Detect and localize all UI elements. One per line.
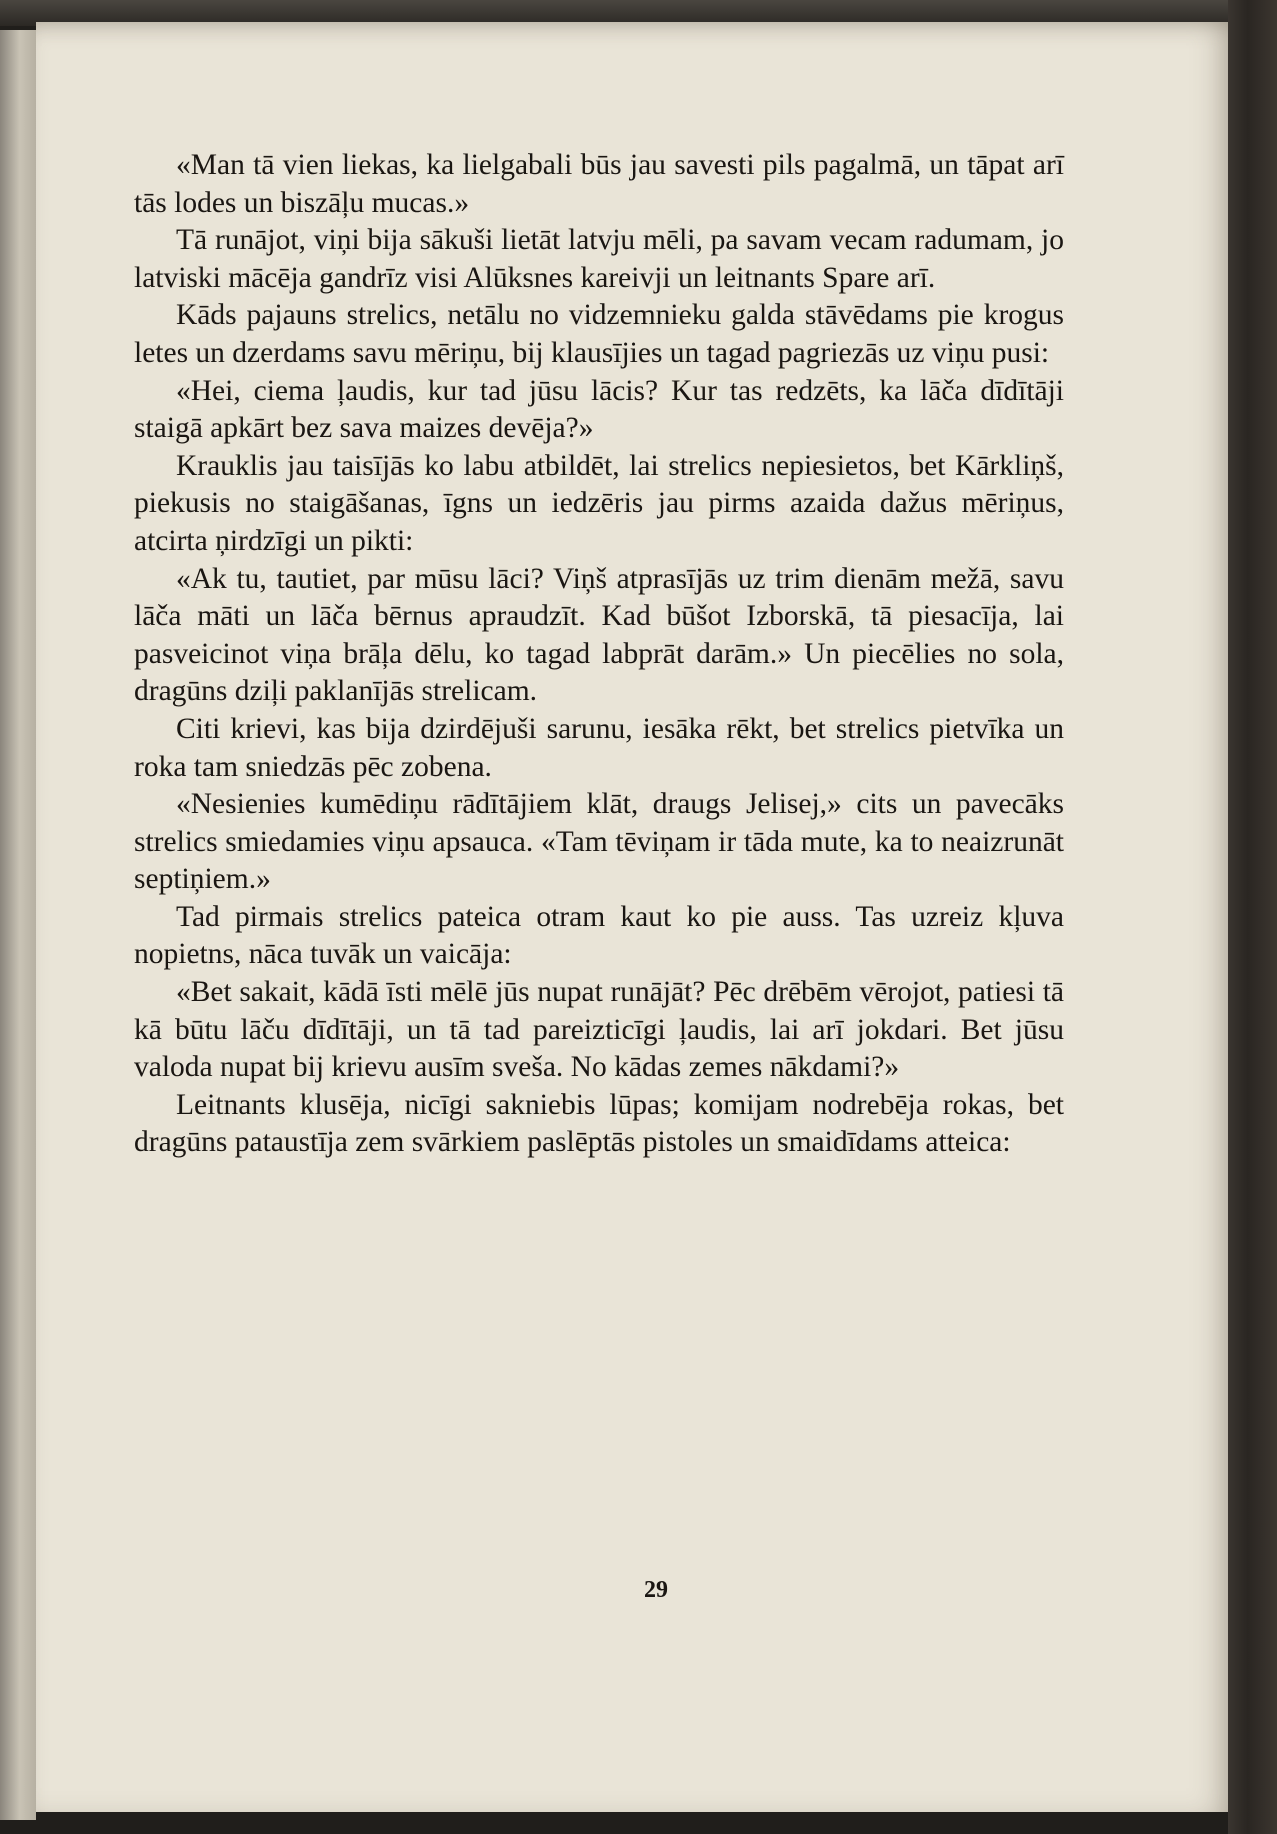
book-page: [36, 22, 1228, 1812]
book-cover-edge: [1228, 0, 1277, 1834]
paragraph: «Bet sakait, kādā īsti mēlē jūs nupat runājāt? Pēc drēbēm vērojot, patiesi tā kā būtu lāču dīdītāji, un tā tad pareizticīgi ļaudis, lai arī jokdari. Bet jūsu valoda nupat bij krievu ausīm sveša. No kādas zemes nākdami?»: [134, 976, 1064, 1084]
paragraph: «Man tā vien liekas, ka lielgabali būs jau savesti pils pagalmā, un tāpat arī tās lodes un biszāļu mucas.»: [134, 149, 1064, 219]
paragraph: Tad pirmais strelics pateica otram kaut ko pie auss. Tas uzreiz kļuva nopietns, nāca tuvāk un vaicāja:: [134, 900, 1064, 971]
left-page-stack: [0, 30, 36, 1820]
paragraph: Tā runājot, viņi bija sākuši lietāt latvju mēli, pa savam vecam radumam, jo latviski mācēja gandrīz visi Alūksnes kareivji un leitnants Spare arī.: [134, 224, 1064, 294]
paragraph: «Nesienies kumēdiņu rādītājiem klāt, draugs Jelisej,» cits un pavecāks strelics smiedamies viņu apsauca. «Tam tēviņam ir tāda mute, ka to neaizrunāt septiņiem.»: [134, 788, 1064, 896]
paragraph: Leitnants klusēja, nicīgi sakniebis lūpas; komijam nodrebēja rokas, bet dragūns pataustīja zem svārkiem paslēptās pistoles un smaidīdams atteica:: [134, 1088, 1064, 1159]
paragraph: Krauklis jau taisījās ko labu atbildēt, lai strelics nepiesietos, bet Kārkliņš, piekusis no staigāšanas, īgns un iedzēris jau pirms azaida dažus mēriņus, atcirta ņirdzīgi un pikti:: [134, 449, 1064, 557]
paragraph: «Ak tu, tautiet, par mūsu lāci? Viņš atprasījās uz trim dienām mežā, savu lāča māti un lāča bērnus apraudzīt. Kad būšot Izborskā, tā piesacīja, lai pasveicinot viņa brāļa dēlu, ko tagad labprāt darām.» Un piecēlies no sola, dragūns dziļi paklanījās strelicam.: [134, 562, 1064, 708]
paragraph: Kāds pajauns strelics, netālu no vidzemnieku galda stāvēdams pie krogus letes un dzerdams savu mēriņu, bij klausījies un tagad pagriezās uz viņu pusi:: [134, 299, 1064, 369]
page-number: 29: [644, 1577, 668, 1603]
paragraph: Citi krievi, kas bija dzirdējuši sarunu, iesāka rēkt, bet strelics pietvīka un roka tam sniedzās pēc zobena.: [134, 712, 1064, 783]
paragraph: «Hei, ciema ļaudis, kur tad jūsu lācis? Kur tas redzēts, ka lāča dīdītāji staigā apkārt bez sava maizes devēja?»: [134, 374, 1064, 445]
body-text: [134, 147, 1064, 1162]
